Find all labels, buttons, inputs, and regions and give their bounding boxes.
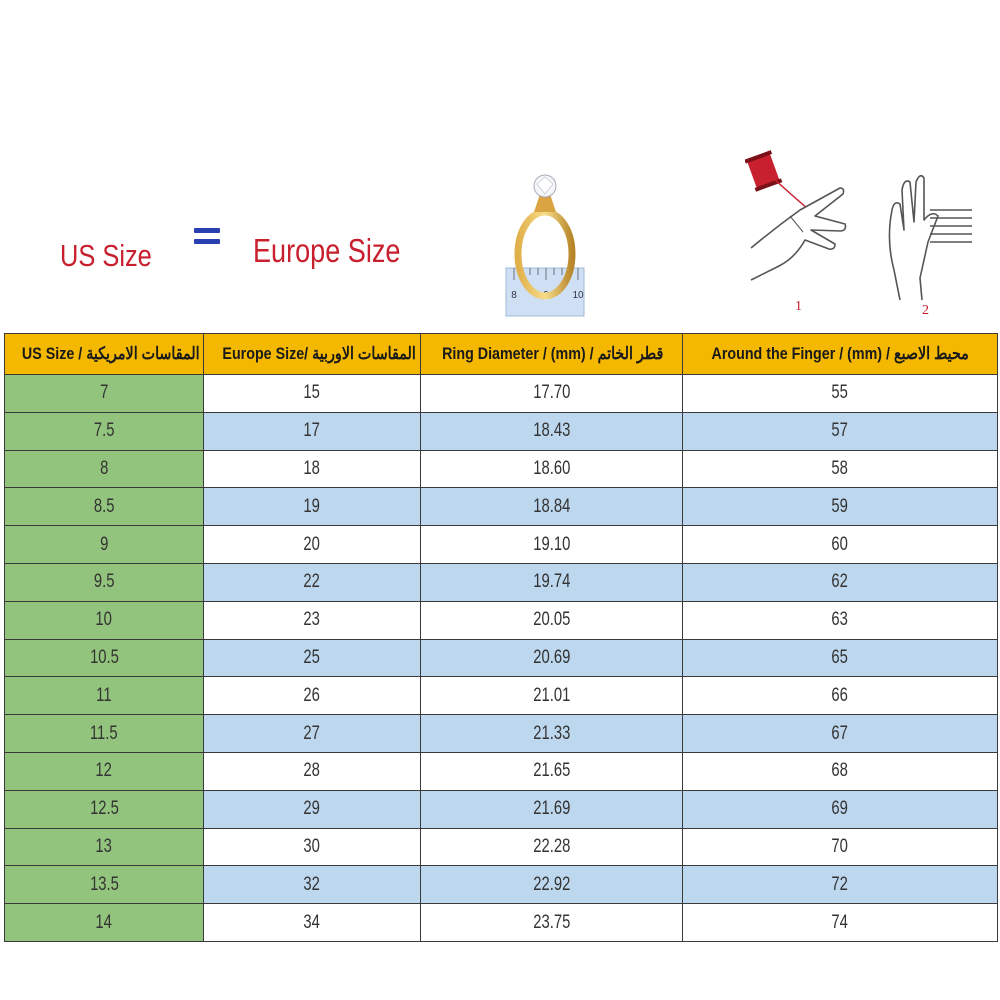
cell-around-finger: 74 xyxy=(683,904,998,942)
europe-size-label: Europe Size xyxy=(253,232,401,269)
cell-around-finger: 65 xyxy=(683,639,998,677)
header-us-size: US Size / المقاسات الامريكية xyxy=(5,334,204,375)
table-row xyxy=(5,450,998,488)
cell-europe-size: 25 xyxy=(204,639,421,677)
header-ring-diameter: Ring Diameter / (mm) / قطر الخاتم xyxy=(421,334,683,375)
cell-ring-diameter: 21.01 xyxy=(421,677,683,715)
cell-around-finger: 68 xyxy=(683,752,998,790)
cell-around-finger: 67 xyxy=(683,715,998,753)
table-row xyxy=(5,601,998,639)
cell-ring-diameter: 18.84 xyxy=(421,488,683,526)
cell-around-finger: 58 xyxy=(683,450,998,488)
table-row xyxy=(5,828,998,866)
cell-europe-size: 34 xyxy=(204,904,421,942)
cell-europe-size: 22 xyxy=(204,563,421,601)
cell-us-size: 10.5 xyxy=(5,639,204,677)
equals-icon xyxy=(194,228,220,248)
cell-europe-size: 27 xyxy=(204,715,421,753)
table-row xyxy=(5,790,998,828)
table-row xyxy=(5,752,998,790)
cell-around-finger: 66 xyxy=(683,677,998,715)
ruler-tick-label: 8 xyxy=(511,290,517,301)
cell-europe-size: 32 xyxy=(204,866,421,904)
cell-us-size: 9.5 xyxy=(5,563,204,601)
ring-size-table xyxy=(4,333,998,942)
finger-measure-icon xyxy=(880,160,975,318)
ruler-tick-label: 9 xyxy=(543,290,549,301)
table-row xyxy=(5,866,998,904)
cell-ring-diameter: 22.92 xyxy=(421,866,683,904)
cell-around-finger: 57 xyxy=(683,412,998,450)
banner xyxy=(0,0,1000,330)
thread-around-finger-icon xyxy=(745,148,850,316)
cell-europe-size: 20 xyxy=(204,526,421,564)
cell-europe-size: 17 xyxy=(204,412,421,450)
cell-ring-diameter: 19.74 xyxy=(421,563,683,601)
cell-around-finger: 55 xyxy=(683,375,998,413)
cell-ring-diameter: 21.65 xyxy=(421,752,683,790)
cell-europe-size: 23 xyxy=(204,601,421,639)
cell-us-size: 10 xyxy=(5,601,204,639)
cell-ring-diameter: 20.05 xyxy=(421,601,683,639)
cell-ring-diameter: 18.43 xyxy=(421,412,683,450)
cell-around-finger: 63 xyxy=(683,601,998,639)
cell-ring-diameter: 19.10 xyxy=(421,526,683,564)
step-2-label: 2 xyxy=(922,303,929,318)
cell-us-size: 7.5 xyxy=(5,412,204,450)
cell-us-size: 13.5 xyxy=(5,866,204,904)
cell-around-finger: 60 xyxy=(683,526,998,564)
table-body xyxy=(5,375,998,942)
cell-around-finger: 59 xyxy=(683,488,998,526)
table-row xyxy=(5,526,998,564)
cell-us-size: 7 xyxy=(5,375,204,413)
cell-us-size: 12 xyxy=(5,752,204,790)
cell-us-size: 8.5 xyxy=(5,488,204,526)
cell-ring-diameter: 23.75 xyxy=(421,904,683,942)
cell-ring-diameter: 21.69 xyxy=(421,790,683,828)
table-row xyxy=(5,375,998,413)
cell-europe-size: 15 xyxy=(204,375,421,413)
table-row xyxy=(5,677,998,715)
cell-europe-size: 29 xyxy=(204,790,421,828)
cell-us-size: 14 xyxy=(5,904,204,942)
cell-around-finger: 69 xyxy=(683,790,998,828)
cell-ring-diameter: 21.33 xyxy=(421,715,683,753)
cell-europe-size: 26 xyxy=(204,677,421,715)
cell-us-size: 8 xyxy=(5,450,204,488)
header-europe-size: Europe Size/ المقاسات الاوربية xyxy=(204,334,421,375)
cell-us-size: 11.5 xyxy=(5,715,204,753)
table-row xyxy=(5,412,998,450)
cell-us-size: 12.5 xyxy=(5,790,204,828)
cell-around-finger: 62 xyxy=(683,563,998,601)
header-around-finger: Around the Finger / (mm) / محيط الاصبع xyxy=(683,334,998,375)
table-row xyxy=(5,639,998,677)
cell-ring-diameter: 17.70 xyxy=(421,375,683,413)
ruler-tick-label: 10 xyxy=(572,290,584,301)
cell-us-size: 11 xyxy=(5,677,204,715)
cell-europe-size: 18 xyxy=(204,450,421,488)
table-row xyxy=(5,563,998,601)
cell-around-finger: 72 xyxy=(683,866,998,904)
cell-europe-size: 30 xyxy=(204,828,421,866)
cell-ring-diameter: 20.69 xyxy=(421,639,683,677)
cell-europe-size: 28 xyxy=(204,752,421,790)
step-1-label: 1 xyxy=(795,299,802,314)
table-row xyxy=(5,715,998,753)
cell-around-finger: 70 xyxy=(683,828,998,866)
us-size-label: US Size xyxy=(60,238,152,273)
cell-europe-size: 19 xyxy=(204,488,421,526)
table-header-row xyxy=(5,334,998,375)
cell-us-size: 9 xyxy=(5,526,204,564)
ring-on-ruler-icon xyxy=(504,172,586,318)
table-row xyxy=(5,904,998,942)
cell-ring-diameter: 18.60 xyxy=(421,450,683,488)
cell-ring-diameter: 22.28 xyxy=(421,828,683,866)
cell-us-size: 13 xyxy=(5,828,204,866)
table-row xyxy=(5,488,998,526)
